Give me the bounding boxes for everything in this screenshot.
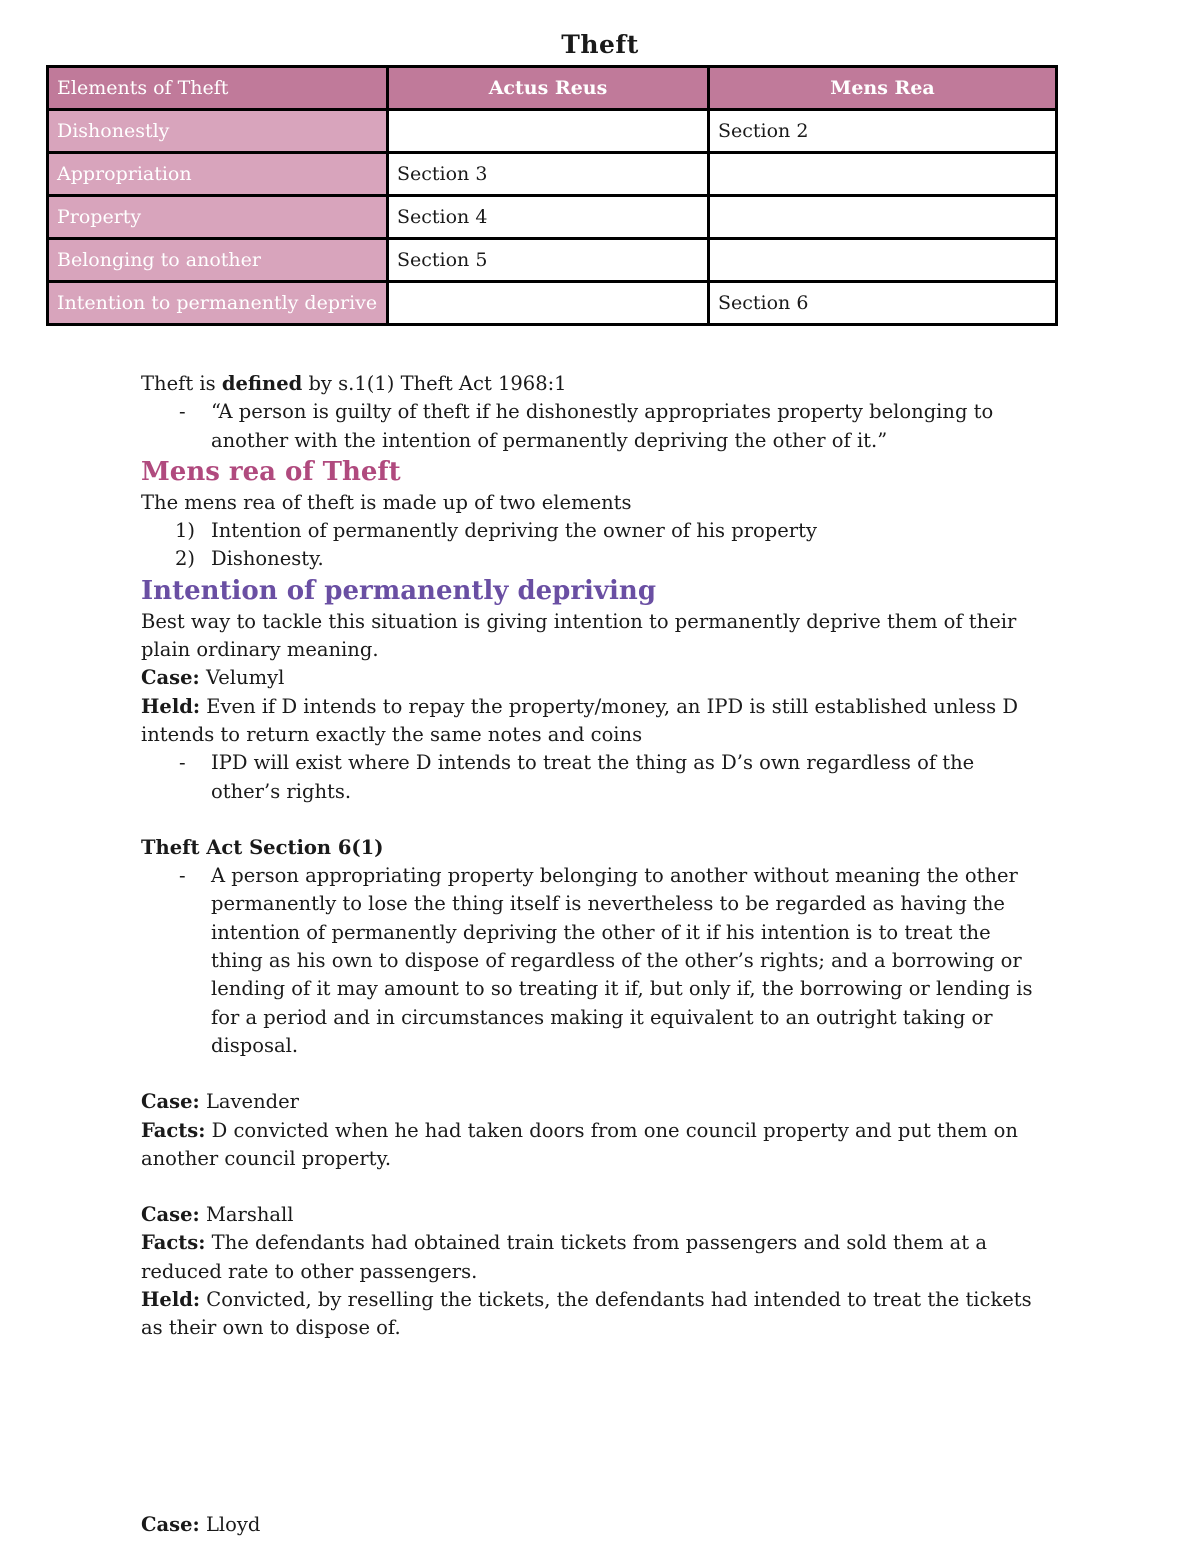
row-mens-rea (709, 196, 1057, 239)
row-mens-rea (709, 239, 1057, 282)
row-element: Property (48, 196, 388, 239)
heading-ipd: Intention of permanently depriving (141, 575, 656, 606)
case-lavender: Case: Lavender (141, 1090, 299, 1114)
row-mens-rea (709, 153, 1057, 196)
table-row (48, 239, 1057, 282)
list-item: 1) Intention of permanently depriving the owner of his property (175, 519, 817, 543)
facts-lavender: Facts: D convicted when he had taken doors from one council property and put them on another council property. (141, 1118, 1018, 1170)
table-row (48, 196, 1057, 239)
case-lloyd: Case: Lloyd (141, 1513, 261, 1536)
table-row (48, 153, 1057, 196)
header-elements: Elements of Theft (48, 67, 388, 110)
held-marshall: Held: Convicted, by reselling the tickets, the defendants had intended to treat the tickets as their own to dispose of. (141, 1288, 1032, 1340)
defined-bold: defined (221, 372, 303, 395)
row-element: Appropriation (48, 153, 388, 196)
row-element: Belonging to another (48, 239, 388, 282)
row-element: Dishonestly (48, 110, 388, 153)
case-marshall: Case: Marshall (141, 1203, 294, 1227)
row-actus-reus (388, 110, 709, 153)
heading-mens-rea: Mens rea of Theft (141, 456, 401, 487)
page-title: Theft (561, 30, 639, 59)
table-header-row (48, 67, 1057, 110)
header-actus-reus: Actus Reus (388, 67, 709, 110)
row-element: Intention to permanently deprive (48, 282, 388, 325)
row-mens-rea: Section 2 (709, 110, 1057, 153)
row-actus-reus: Section 4 (388, 196, 709, 239)
mens-rea-intro: The mens rea of theft is made up of two elements (141, 490, 632, 514)
heading-section-6: Theft Act Section 6(1) (141, 835, 384, 859)
section-6-bullet: - A person appropriating property belonging to another without meaning the other permanently to lose the thing itself is nevertheless to be regarded as having the intention of permanently depriving the other of it if his intention is to treat the thing as his own to dispose of regardless of the other’s rights; and a borrowing or lending of it may amount to so treating it if, but only if, the borrowing or lending is for a period and in circumstances making it equivalent to an outright taking or disposal. (179, 864, 1033, 1057)
case-velumyl: Case: Velumyl (141, 666, 285, 690)
table-row (48, 110, 1057, 153)
elements-table (46, 65, 1058, 326)
facts-marshall: Facts: The defendants had obtained train tickets from passengers and sold them at a reduced rate to other passengers. (141, 1231, 987, 1283)
document-body (141, 370, 1041, 1343)
row-actus-reus: Section 5 (388, 239, 709, 282)
row-mens-rea: Section 6 (709, 282, 1057, 325)
dash-bullet: - (179, 400, 186, 424)
definition-quote: - “A person is guilty of theft if he dishonestly appropriates property belonging to another with the intention of permanently depriving the other of it.” (179, 400, 994, 452)
row-actus-reus: Section 3 (388, 153, 709, 196)
header-mens-rea: Mens Rea (709, 67, 1057, 110)
table-row (48, 282, 1057, 325)
definition-line: Theft is defined by s.1(1) Theft Act 1968:1 (141, 372, 567, 395)
held-velumyl: Held: Even if D intends to repay the property/money, an IPD is still established unless D intends to return exactly the same notes and coins (141, 694, 1019, 746)
ipd-bullet: - IPD will exist where D intends to treat the thing as D’s own regardless of the other’s rights. (179, 751, 975, 803)
row-actus-reus (388, 282, 709, 325)
ipd-paragraph: Best way to tackle this situation is giving intention to permanently deprive them of their plain ordinary meaning. (141, 609, 1017, 662)
list-item: 2) Dishonesty. (175, 547, 324, 571)
